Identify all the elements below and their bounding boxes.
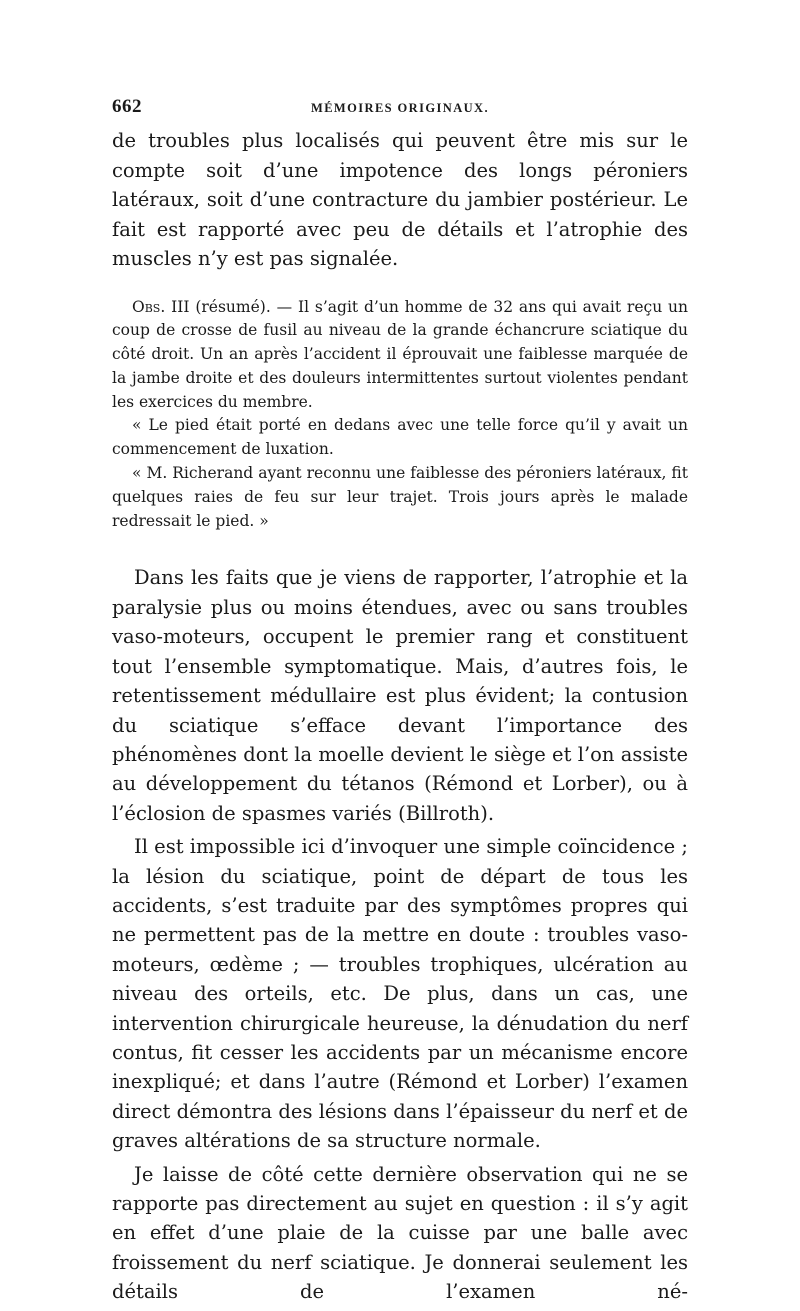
page-number: 662 [112,96,142,117]
observation-dash: — [276,297,293,316]
book-page [112,96,688,1311]
running-title: MÉMOIRES ORIGINAUX. [311,101,489,115]
observation-text-1: Il s’agit d’un homme de 32 ans qui avait reçu un coup de crosse de fusil au niveau de la grande échancrure sciatique du côté droit. Un an après l’accident il éprouvait une faiblesse marquée de la jambe droite et des douleurs intermittentes surtout violentes pendant les exercices du membre. [112,297,688,411]
observation-paragraph-1 [112,296,688,415]
body-paragraph-1: Dans les faits que je viens de rapporter, l’atrophie et la paralysie plus ou moins étendues, avec ou sans troubles vaso-moteurs, occupent le premier rang et constituent tout l’ensemble symptomatique. Mais, d’autres fois, le retentissement médullaire est plus évident; la contusion du sciatique s’efface devant l’importance des phénomènes dont la moelle devient le siège et l’on assiste au développement du tétanos (Rémond et Lorber), ou à l’éclosion de spasmes variés (Billroth). [112,566,688,825]
observation-paragraph-3: « M. Richerand ayant reconnu une faiblesse des péroniers latéraux, fit quelques raies de feu sur leur trajet. Trois jours après le malade redressait le pied. » [112,464,688,530]
body-text [112,563,688,1306]
observation-summary-tag: (résumé). [195,297,271,316]
observation-label: Obs. III [132,297,190,316]
observation-paragraph-2: « Le pied était porté en dedans avec une telle force qu’il y avait un commencement de luxation. [112,416,688,459]
observation-block [112,296,688,534]
body-paragraph-2: Il est impossible ici d’invoquer une simple coïncidence ; la lésion du sciatique, point de départ de tous les accidents, s’est traduite par des symptômes propres qui ne permettent pas de la mettre en doute : troubles vaso-moteurs, œdème ; — troubles trophiques, ulcération au niveau des orteils, etc. De plus, dans un cas, une intervention chirurgicale heureuse, la dénudation du nerf contus, fit cesser les accidents par un mécanisme encore inexpliqué; et dans l’autre (Rémond et Lorber) l’examen direct démontra des lésions dans l’épaisseur du nerf et de graves altérations de sa structure normale. [112,835,688,1153]
body-paragraph-3: Je laisse de côté cette dernière observation qui ne se rapporte pas directement au sujet en question : il s’y agit en effet d’une plaie de la cuisse par une balle avec froissement du nerf sciatique. Je donnerai seulement les détails de l’examen né- [112,1162,688,1304]
running-head [112,96,688,126]
intro-paragraph: de troubles plus localisés qui peuvent être mis sur le compte soit d’une impotence des longs péroniers latéraux, soit d’une contracture du jambier postérieur. Le fait est rapporté avec peu de détails et l’atrophie des muscles n’y est pas signalée. [112,129,688,270]
